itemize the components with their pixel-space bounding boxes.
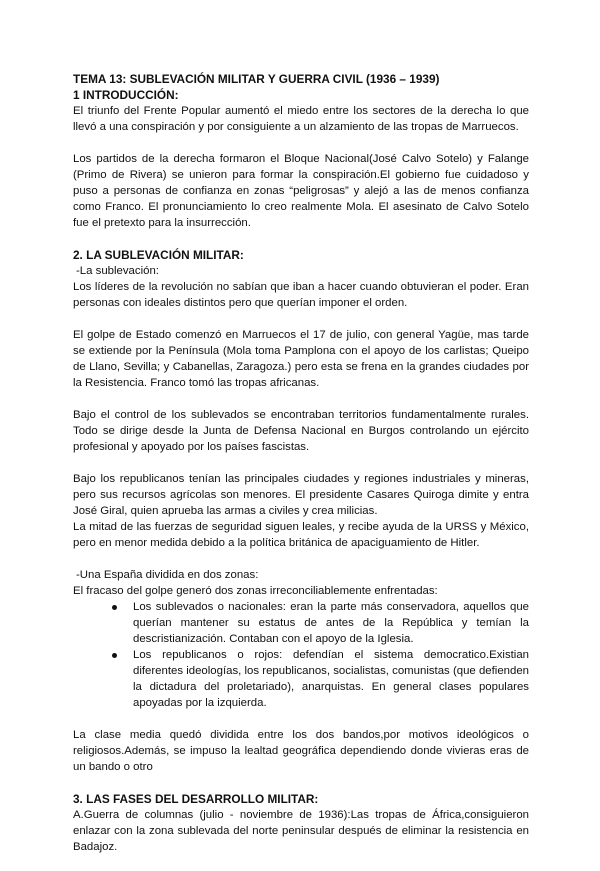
paragraph: A.Guerra de columnas (julio - noviembre de 1936):Las tropas de África,consiguieron enlazar con la zona sublevada del norte peninsular después de eliminar la resistencia en Badajoz. <box>73 809 529 853</box>
subheading: -Una España dividida en dos zonas: <box>76 569 259 581</box>
paragraph: Bajo el control de los sublevados se encontraban territorios fundamentalmente rurales. Todo se dirige desde la Junta de Defensa Nacional en Burgos controlando un ejército profesional y apoyado por los países fascistas. <box>73 409 529 453</box>
paragraph: El triunfo del Frente Popular aumentó el miedo entre los sectores de la derecha lo que llevó a una conspiración y por consiguiente a un alzamiento de las tropas de Marruecos. <box>73 105 529 133</box>
subheading: -La sublevación: <box>76 265 159 277</box>
section-heading-introduccion: 1 INTRODUCCIÓN: <box>73 88 179 102</box>
paragraph: El fracaso del golpe generó dos zonas irreconciliablemente enfrentadas: <box>73 585 438 597</box>
list-item: Los republicanos o rojos: defendían el sistema democratico.Existian diferentes ideologías, los republicanos, socialistas, comunistas (que defienden la dictadura del proletariado), anarquistas. En general clases populares apoyadas por la izquierda. <box>133 649 529 709</box>
section-heading-fases: 3. LAS FASES DEL DESARROLLO MILITAR: <box>73 792 319 806</box>
paragraph: Los partidos de la derecha formaron el Bloque Nacional(José Calvo Sotelo) y Falange (Primo de Rivera) se unieron para formar la conspiración.El gobierno fue cuidadoso y puso a personas de confianza en zonas “peligrosas” y alejó a las de menos confianza como Franco. El pronunciamiento lo creo realmente Mola. El asesinato de Calvo Sotelo fue el pretexto para la insurrección. <box>73 153 529 229</box>
section-heading-sublevacion: 2. LA SUBLEVACIÓN MILITAR: <box>73 248 244 262</box>
list-item: Los sublevados o nacionales: eran la parte más conservadora, aquellos que querían mantener su estatus de antes de la República y temían la descristianización. Contaban con el apoyo de la Iglesia. <box>133 601 529 645</box>
paragraph: El golpe de Estado comenzó en Marruecos el 17 de julio, con general Yagüe, mas tarde se extiende por la Península (Mola toma Pamplona con el apoyo de los carlistas; Queipo de Llano, Sevilla; y Cabanellas, Zaragoza.) pero esta se frena en la grandes ciudades por la Resistencia. Franco tomó las tropas africanas. <box>73 329 529 389</box>
paragraph: Bajo los republicanos tenían las principales ciudades y regiones industriales y mineras, pero sus recursos agrícolas son menores. El presidente Casares Quiroga dimite y entra José Giral, quien aprueba las armas a civiles y crea milicias. <box>73 473 529 517</box>
paragraph: Los líderes de la revolución no sabían que iban a hacer cuando obtuvieran el poder. Eran personas con ideales distintos pero que querían imponer el orden. <box>73 281 529 309</box>
document-page <box>73 71 529 871</box>
paragraph: La mitad de las fuerzas de seguridad siguen leales, y recibe ayuda de la URSS y México, pero en menor medida debido a la política británica de apaciguamiento de Hitler. <box>73 521 529 549</box>
document-title: TEMA 13: SUBLEVACIÓN MILITAR Y GUERRA CIVIL (1936 – 1939) <box>73 72 440 86</box>
paragraph: La clase media quedó dividida entre los dos bandos,por motivos ideológicos o religiosos.Además, se impuso la lealtad geográfica dependiendo donde vivieras eras de un bando o otro <box>73 729 529 773</box>
bullet-list <box>73 599 529 711</box>
